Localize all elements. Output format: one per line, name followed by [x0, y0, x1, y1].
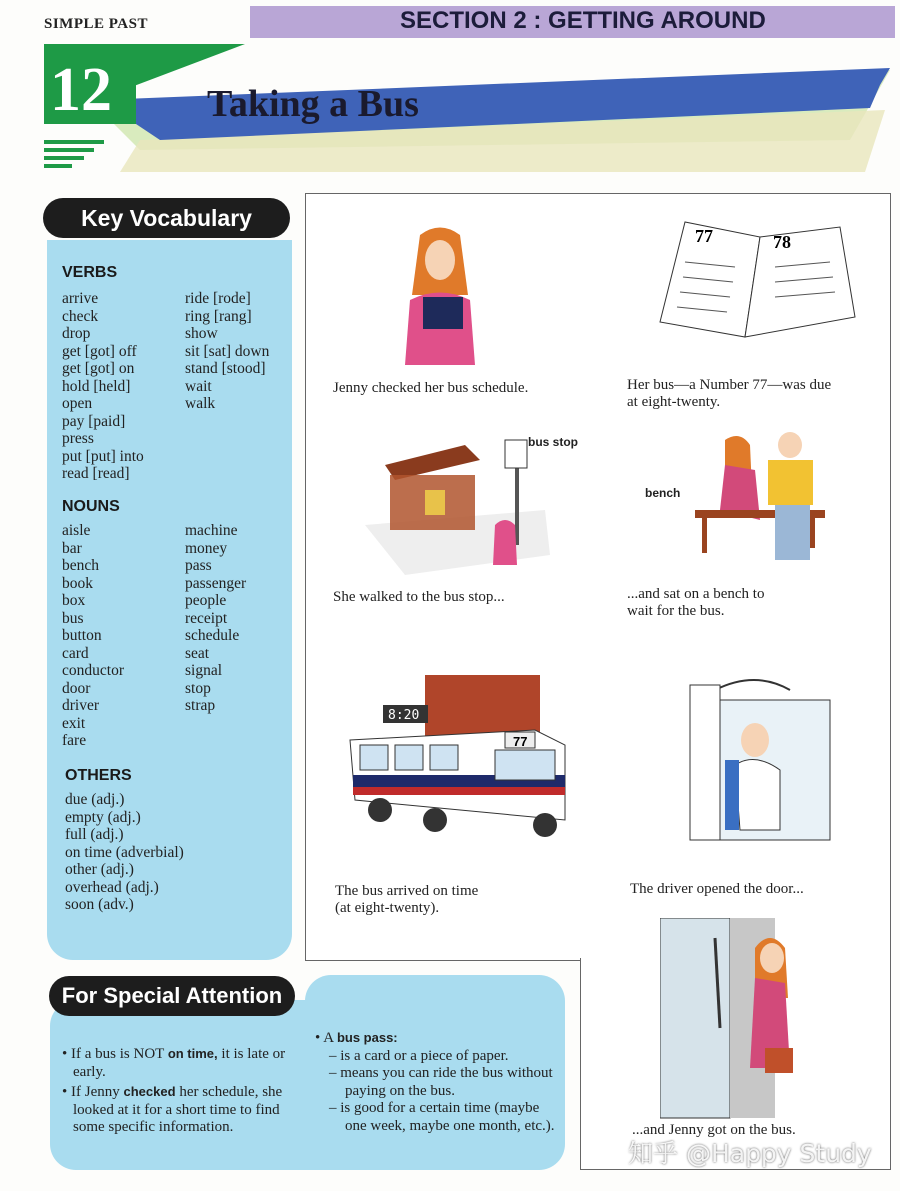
vocab-word: due (adj.) — [65, 791, 125, 808]
note-subitem: – means you can ride the bus without paying on the bus. — [329, 1065, 553, 1099]
bench-illustration — [690, 430, 830, 575]
nouns-heading: NOUNS — [62, 498, 120, 515]
vocab-word: signal — [185, 662, 223, 679]
note-text: If a bus is NOT — [71, 1046, 168, 1062]
vocab-word: press — [62, 430, 94, 447]
vocab-word: bus — [62, 609, 84, 627]
vocab-word: ring [rang] — [185, 307, 252, 325]
vocab-word: get [got] off — [62, 342, 137, 360]
note-bold: on time, — [167, 1046, 218, 1061]
section-title: SECTION 2 : GETTING AROUND — [400, 7, 766, 34]
vocab-word: other (adj.) — [65, 861, 134, 878]
bench-label: bench — [645, 486, 681, 500]
bus-schedule-illustration — [655, 212, 865, 342]
note-text: means you can ride the bus without paying on the bus. — [340, 1065, 553, 1099]
vocab-word: sit [sat] down — [185, 342, 270, 360]
lesson-title: Taking a Bus — [207, 83, 419, 125]
caption-3: She walked to the bus stop... — [333, 589, 505, 605]
note-item: • If Jenny checked her schedule, she looked at it for a short time to find some specific information. — [62, 1084, 283, 1135]
jenny-reading-illustration — [390, 225, 490, 365]
vocab-word: money — [185, 539, 228, 557]
vocab-word: receipt — [185, 609, 228, 627]
title-banner-graphic — [40, 40, 900, 180]
caption-line: at eight-twenty. — [627, 394, 721, 410]
vocab-word: driver — [62, 697, 100, 714]
note-text: is a card or a piece of paper. — [340, 1047, 509, 1064]
vocab-word: conductor — [62, 662, 124, 679]
vocab-word: card — [62, 644, 89, 662]
vocab-word: book — [62, 574, 93, 592]
vocab-word: read [read] — [62, 465, 130, 482]
vocab-word: fare — [62, 732, 87, 749]
unit-number: 12 — [50, 56, 112, 124]
caption-line: Her bus—a Number 77—was due — [627, 377, 832, 393]
note-text: it is late or early. — [73, 1046, 286, 1080]
vocab-word: exit — [62, 714, 86, 732]
vocab-word: wait — [185, 377, 212, 395]
note-bold: bus pass: — [336, 1030, 398, 1045]
vocab-word: schedule — [185, 627, 240, 644]
caption-4 — [627, 586, 764, 620]
note-subitem: – is a card or a piece of paper. — [329, 1047, 509, 1064]
vocab-word: bar — [62, 539, 82, 557]
verbs-heading: VERBS — [62, 264, 118, 281]
caption-line: The bus arrived on time — [335, 883, 479, 899]
schedule-number: 78 — [773, 232, 791, 252]
note-item: • If a bus is NOT on time, it is late or early. — [62, 1046, 286, 1080]
special-attention-title: For Special Attention — [49, 976, 295, 1016]
note-bold: checked — [123, 1084, 176, 1099]
verbs-col2 — [185, 290, 269, 413]
vocab-word: machine — [185, 522, 238, 539]
special-attention-left — [62, 1045, 297, 1137]
bus-number: 77 — [513, 734, 528, 749]
vocab-word: get [got] on — [62, 360, 135, 377]
vocab-word: show — [185, 325, 218, 342]
caption-line: wait for the bus. — [627, 603, 725, 619]
clock-display: 8:20 — [388, 708, 420, 723]
vocab-word: arrive — [62, 290, 99, 307]
caption-5 — [335, 883, 478, 917]
vocab-word: open — [62, 395, 93, 412]
vocab-word: pay [paid] — [62, 412, 126, 430]
vocab-word: drop — [62, 325, 91, 342]
watermark: 知乎 @Happy Study — [628, 1139, 872, 1168]
caption-7: ...and Jenny got on the bus. — [632, 1122, 796, 1138]
caption-line: (at eight-twenty). — [335, 900, 440, 916]
vocab-word: walk — [185, 395, 216, 412]
bus-stop-illustration — [365, 435, 555, 580]
vocab-word: stand [stood] — [185, 360, 266, 377]
bus-illustration — [345, 670, 575, 840]
note-text: A — [323, 1030, 337, 1046]
vocab-word: box — [62, 592, 86, 609]
vocabulary-title: Key Vocabulary — [43, 198, 290, 238]
others-heading: OTHERS — [65, 767, 132, 784]
note-subitem: – is good for a certain time (maybe one week, maybe one month, etc.). — [329, 1100, 555, 1134]
bus-stop-label: bus stop — [528, 435, 578, 449]
vocab-word: seat — [185, 644, 210, 662]
boarding-illustration — [660, 918, 810, 1123]
vocab-word: strap — [185, 697, 216, 714]
vocab-word: aisle — [62, 522, 91, 539]
caption-6: The driver opened the door... — [630, 881, 804, 897]
caption-1: Jenny checked her bus schedule. — [333, 380, 529, 396]
grammar-label: SIMPLE PAST — [44, 16, 148, 32]
vocab-word: door — [62, 679, 91, 697]
vocab-word: pass — [185, 557, 212, 574]
vocab-word: overhead (adj.) — [65, 878, 159, 896]
vocab-word: empty (adj.) — [65, 808, 141, 826]
vocab-word: soon (adv.) — [65, 896, 134, 913]
note-text: her schedule, she looked at it for a short time to find some specific information. — [73, 1084, 283, 1135]
vocab-word: put [put] into — [62, 447, 144, 465]
note-text: If Jenny — [71, 1084, 124, 1100]
vocab-word: bench — [62, 557, 100, 574]
note-text: is good for a certain time (maybe one week, maybe one month, etc.). — [340, 1100, 555, 1134]
vocab-word: full (adj.) — [65, 826, 124, 843]
vocab-word: people — [185, 592, 227, 609]
verbs-col1 — [62, 290, 144, 483]
note-item: • A bus pass: — [315, 1030, 398, 1046]
nouns-col1 — [62, 522, 124, 750]
driver-illustration — [685, 670, 835, 845]
vocab-word: button — [62, 627, 102, 644]
vocab-word: check — [62, 307, 99, 325]
nouns-col2 — [185, 522, 246, 715]
caption-line: ...and sat on a bench to — [627, 586, 765, 602]
vocab-word: passenger — [185, 574, 247, 592]
schedule-number: 77 — [695, 226, 713, 246]
special-attention-right — [315, 1029, 560, 1135]
vocab-word: on time (adverbial) — [65, 843, 184, 861]
vocab-word: hold [held] — [62, 377, 131, 395]
others-list — [65, 791, 184, 914]
vocab-word: stop — [185, 679, 211, 697]
vocab-word: ride [rode] — [185, 290, 251, 307]
caption-2 — [627, 377, 831, 411]
